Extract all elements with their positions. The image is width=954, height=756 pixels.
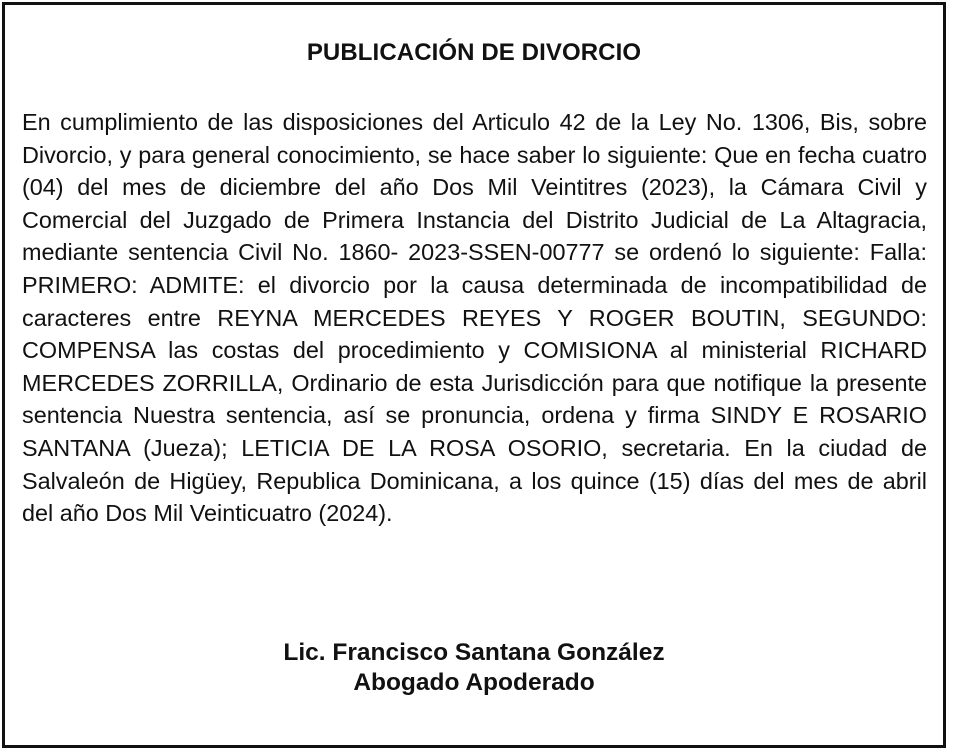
signature-role: Abogado Apoderado xyxy=(353,669,595,696)
signature-block xyxy=(5,638,943,698)
divorce-notice xyxy=(2,2,946,748)
signature-name: Lic. Francisco Santana González xyxy=(283,639,665,666)
notice-body: En cumplimiento de las disposiciones del Articulo 42 de la Ley No. 1306, Bis, sobre Divorcio, y para general conocimiento, se hace saber lo siguiente: Que en fecha cuatro (04) del mes de diciembre del año Dos Mil Veintitres (2023), la Cámara Civil y Comercial del Juzgado de Primera Instancia del Distrito Judicial de La Altagracia, mediante sentencia Civil No. 1860- 2023-SSEN-00777 se ordenó lo siguiente: Falla: PRIMERO: ADMITE: el divorcio por la causa determinada de incompatibilidad de caracteres entre REYNA MERCEDES REYES Y ROGER BOUTIN, SEGUNDO: COMPENSA las costas del procedimiento y COMISIONA al ministerial RICHARD MERCEDES ZORRILLA, Ordinario de esta Jurisdicción para que notifique la presente sentencia Nuestra sentencia, así se pronuncia, ordena y firma SINDY E ROSARIO SANTANA (Jueza); LETICIA DE LA ROSA OSORIO, secretaria. En la ciudad de Salvaleón de Higüey, Republica Dominicana, a los quince (15) días del mes de abril del año Dos Mil Veinticuatro (2024). xyxy=(22,109,927,527)
notice-title: PUBLICACIÓN DE DIVORCIO xyxy=(306,39,642,66)
